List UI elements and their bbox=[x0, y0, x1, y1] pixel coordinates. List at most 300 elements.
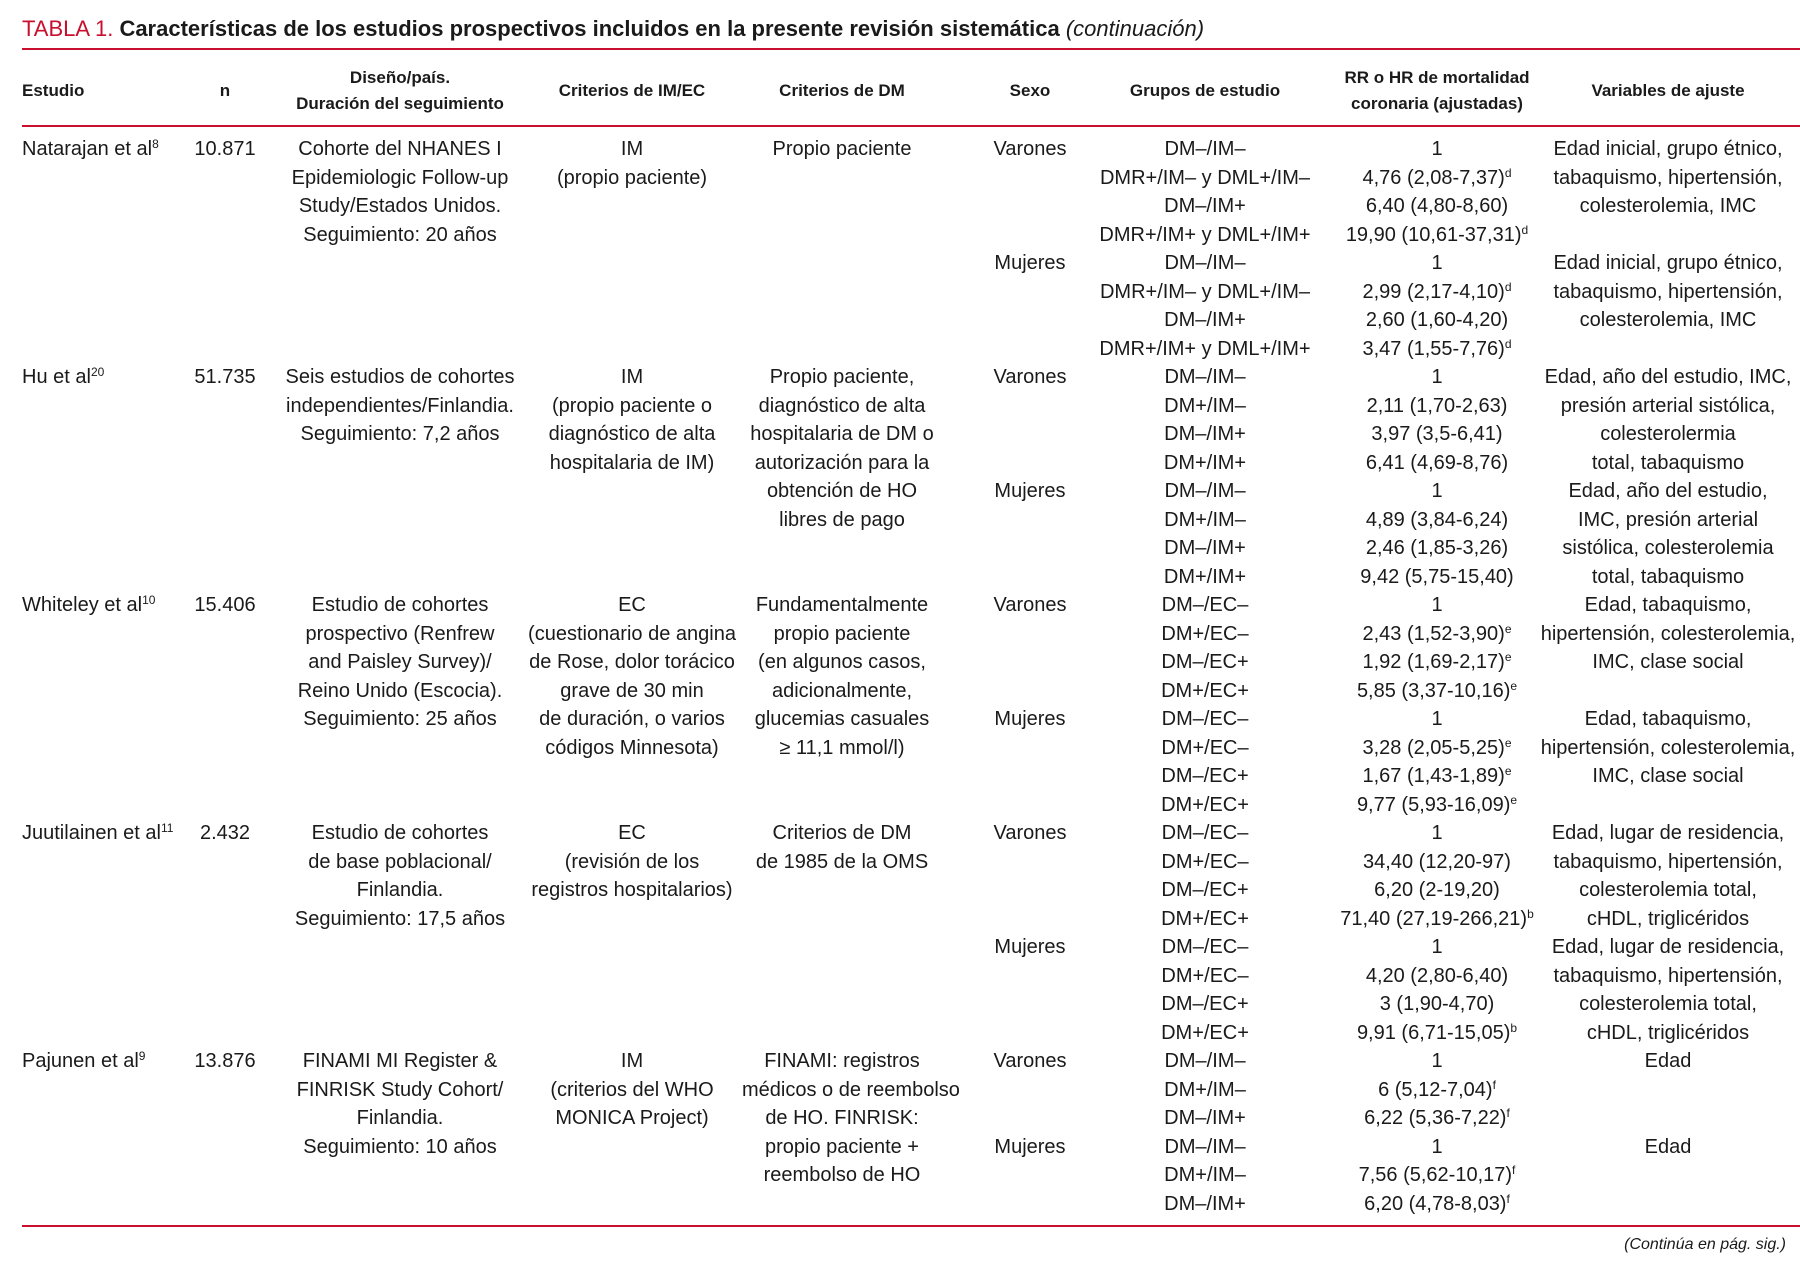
study-group: DM–/IM+ bbox=[1164, 1192, 1246, 1215]
criteria-im-cell-line: MONICA Project) bbox=[555, 1107, 709, 1129]
footnote-mark: d bbox=[1504, 336, 1512, 351]
criteria-dm-cell-line: FINAMI: registros bbox=[764, 1050, 920, 1072]
study-name bbox=[22, 819, 172, 848]
study-group: DM–/EC– bbox=[1161, 822, 1249, 844]
study-group: DM+/IM+ bbox=[1163, 565, 1247, 588]
footnote-mark: d bbox=[1504, 165, 1512, 180]
adjustment-variable: cHDL, triglicéridos bbox=[1586, 1021, 1750, 1044]
variables-cell bbox=[1540, 363, 1796, 477]
footnote-mark: e bbox=[1504, 735, 1512, 750]
rr-value: 1 bbox=[1431, 822, 1443, 844]
groups-cell bbox=[1080, 477, 1330, 591]
design-cell-line: Finlandia. bbox=[356, 1107, 444, 1129]
table-row bbox=[0, 819, 1800, 1047]
study-author: Pajunen et al bbox=[22, 1050, 139, 1072]
reference-number: 20 bbox=[90, 365, 105, 379]
study-group: DM–/IM+ bbox=[1164, 1107, 1246, 1129]
criteria-dm-cell-line: autorización para la bbox=[754, 451, 930, 474]
adjustment-variable: Edad, año del estudio, bbox=[1568, 480, 1768, 502]
adjustment-variable: IMC, clase social bbox=[1592, 765, 1744, 787]
rr-value: 6,20 (4,78-8,03) bbox=[1364, 1192, 1507, 1215]
study-author: Juutilainen et al bbox=[22, 822, 161, 844]
adjustment-variable: cHDL, triglicéridos bbox=[1586, 907, 1750, 930]
study-group: DM+/EC+ bbox=[1161, 679, 1249, 702]
rr-value: 2,99 (2,17-4,10) bbox=[1362, 280, 1505, 303]
rr-cell bbox=[1312, 705, 1562, 819]
rr-value: 9,77 (5,93-16,09) bbox=[1356, 793, 1511, 816]
study-group: DM+/IM– bbox=[1164, 1078, 1246, 1101]
rr-value-line bbox=[1312, 449, 1562, 478]
criteria-im-cell-line: EC bbox=[618, 822, 646, 844]
rr-value: 6 (5,12-7,04) bbox=[1378, 1078, 1493, 1101]
rr-value: 1 bbox=[1431, 252, 1443, 274]
rr-value: 1,67 (1,43-1,89) bbox=[1362, 765, 1505, 787]
groups-cell bbox=[1080, 1133, 1330, 1219]
sex-value: Mujeres bbox=[994, 936, 1066, 958]
study-group: DM+/EC– bbox=[1161, 736, 1249, 759]
criteria-im-cell-line: (propio paciente o bbox=[551, 394, 713, 417]
study-name-line bbox=[22, 363, 172, 392]
criteria-dm-cell-line: adicionalmente, bbox=[771, 679, 913, 702]
study-name-line bbox=[22, 135, 172, 164]
rr-value-line bbox=[1312, 677, 1562, 706]
sex-cell bbox=[980, 1047, 1080, 1076]
adjustment-variable: Edad, lugar de residencia, bbox=[1551, 822, 1785, 844]
adjustment-variable: Edad bbox=[1644, 1135, 1692, 1158]
design-cell-line: prospectivo (Renfrew bbox=[305, 622, 495, 645]
rr-value-line bbox=[1312, 962, 1562, 991]
rr-value-line bbox=[1312, 791, 1562, 820]
criteria-dm-cell bbox=[742, 591, 942, 762]
rr-value: 2,46 (1,85-3,26) bbox=[1365, 537, 1509, 559]
groups-cell bbox=[1080, 591, 1330, 705]
adjustment-variable: colesterolemia, IMC bbox=[1579, 195, 1757, 217]
design-cell bbox=[280, 1047, 520, 1161]
sample-size bbox=[175, 1047, 275, 1076]
sample-size bbox=[175, 363, 275, 392]
study-group: DM–/EC– bbox=[1161, 708, 1249, 730]
design-cell-line: Seguimiento: 10 años bbox=[303, 1135, 497, 1158]
design-cell-line: Cohorte del NHANES I bbox=[298, 138, 502, 160]
variables-cell bbox=[1540, 249, 1796, 335]
sex-value: Mujeres bbox=[994, 252, 1066, 274]
continuation-note: (Continúa en pág. sig.) bbox=[1624, 1236, 1786, 1253]
criteria-im-cell bbox=[522, 1047, 742, 1133]
design-cell-line: Seguimiento: 20 años bbox=[303, 223, 497, 246]
rr-value-line bbox=[1312, 1019, 1562, 1048]
criteria-im-cell bbox=[522, 135, 742, 192]
rr-value-line bbox=[1312, 705, 1562, 734]
criteria-dm-cell-line: obtención de HO bbox=[766, 480, 918, 502]
rr-value-line bbox=[1312, 876, 1562, 905]
rr-value: 1 bbox=[1431, 708, 1443, 730]
rr-value: 1 bbox=[1431, 594, 1443, 616]
reference-number: 8 bbox=[152, 137, 159, 151]
study-group: DM+/EC+ bbox=[1161, 793, 1249, 816]
sample-size-value: 15.406 bbox=[194, 594, 256, 616]
rr-value: 1 bbox=[1431, 480, 1443, 502]
criteria-im-cell-line: (cuestionario de angina bbox=[528, 622, 736, 645]
design-cell-line: Reino Unido (Escocia). bbox=[297, 679, 503, 702]
header-rr-line: RR o HR de mortalidad bbox=[1344, 68, 1530, 87]
rr-value-line bbox=[1312, 563, 1562, 592]
rr-value: 4,20 (2,80-6,40) bbox=[1365, 964, 1509, 987]
design-cell-line: FINAMI MI Register & bbox=[302, 1050, 498, 1072]
footnote-mark: f bbox=[1492, 1077, 1496, 1092]
sex-value: Varones bbox=[993, 1050, 1067, 1072]
criteria-im-cell-line: EC bbox=[618, 594, 646, 616]
rr-cell bbox=[1312, 933, 1562, 1047]
criteria-dm-cell-line: de HO. FINRISK: bbox=[765, 1107, 919, 1129]
design-cell bbox=[280, 591, 520, 734]
criteria-dm-cell-line: propio paciente bbox=[773, 622, 911, 645]
variables-cell bbox=[1540, 135, 1796, 221]
header-diseno-line: Diseño/país. bbox=[349, 68, 451, 87]
header-sexo: Sexo bbox=[1009, 81, 1051, 100]
adjustment-variable: Edad inicial, grupo étnico, bbox=[1553, 138, 1783, 160]
adjustment-variable: tabaquismo, hipertensión, bbox=[1553, 964, 1783, 987]
study-group: DM–/IM+ bbox=[1164, 537, 1246, 559]
design-cell-line: Seguimiento: 17,5 años bbox=[294, 907, 506, 930]
rr-cell bbox=[1312, 1133, 1562, 1219]
variables-cell bbox=[1540, 591, 1796, 677]
rr-value-line bbox=[1312, 1190, 1562, 1219]
rr-value: 6,41 (4,69-8,76) bbox=[1365, 451, 1509, 474]
footnote-mark: e bbox=[1504, 621, 1512, 636]
rr-value: 1 bbox=[1431, 1050, 1443, 1072]
rr-value: 5,85 (3,37-10,16) bbox=[1356, 679, 1511, 702]
criteria-dm-cell-line: Propio paciente bbox=[772, 138, 912, 160]
rr-cell bbox=[1312, 363, 1562, 477]
study-name-line bbox=[22, 591, 172, 620]
adjustment-variable: total, tabaquismo bbox=[1591, 451, 1745, 474]
sample-size-value: 13.876 bbox=[194, 1050, 256, 1072]
rr-value-line bbox=[1312, 905, 1562, 934]
footnote-mark: f bbox=[1506, 1191, 1510, 1206]
footnote-mark: e bbox=[1504, 650, 1512, 664]
study-author: Whiteley et al bbox=[22, 594, 143, 616]
study-group: DMR+/IM+ y DML+/IM+ bbox=[1099, 337, 1311, 360]
study-name bbox=[22, 591, 172, 620]
adjustment-variable: total, tabaquismo bbox=[1591, 565, 1745, 588]
criteria-im-cell-line: IM bbox=[620, 138, 644, 160]
criteria-im-cell bbox=[522, 591, 742, 762]
criteria-im-cell-line: de duración, o varios bbox=[539, 708, 725, 730]
table-title bbox=[22, 14, 1782, 44]
rr-cell bbox=[1312, 819, 1562, 933]
criteria-dm-cell-line: hospitalaria de DM o bbox=[750, 423, 934, 445]
criteria-im-cell-line: IM bbox=[620, 366, 644, 388]
table-row bbox=[0, 1047, 1800, 1218]
design-cell-line: Estudio de cohortes bbox=[311, 594, 489, 616]
rr-value-line bbox=[1312, 534, 1562, 563]
header-criterios-dm: Criterios de DM bbox=[779, 81, 905, 100]
adjustment-variable: Edad, tabaquismo, bbox=[1584, 708, 1752, 730]
rr-value-line bbox=[1312, 477, 1562, 506]
study-group: DMR+/IM– y DML+/IM– bbox=[1099, 280, 1311, 303]
table-row bbox=[0, 591, 1800, 819]
header-rule bbox=[22, 125, 1800, 127]
sex-value: Varones bbox=[993, 822, 1067, 844]
rr-value-line bbox=[1312, 1104, 1562, 1133]
footnote-mark: e bbox=[1504, 764, 1512, 778]
header-diseno-line: Duración del seguimiento bbox=[296, 94, 504, 113]
rr-value-line bbox=[1312, 363, 1562, 392]
study-author: Hu et al bbox=[22, 366, 91, 388]
footnote-mark: e bbox=[1510, 792, 1518, 807]
rr-value-line bbox=[1312, 990, 1562, 1019]
sex-cell bbox=[980, 477, 1080, 506]
rr-value-line bbox=[1312, 506, 1562, 535]
criteria-im-cell-line: códigos Minnesota) bbox=[545, 736, 719, 759]
groups-cell bbox=[1080, 249, 1330, 363]
criteria-dm-cell bbox=[742, 819, 942, 876]
variables-cell bbox=[1540, 933, 1796, 1047]
sex-cell bbox=[980, 705, 1080, 734]
table-row bbox=[0, 363, 1800, 591]
study-author: Natarajan et al bbox=[22, 138, 153, 160]
rr-value: 6,22 (5,36-7,22) bbox=[1364, 1107, 1507, 1129]
criteria-im-cell-line: (criterios del WHO bbox=[550, 1078, 714, 1101]
rr-value: 19,90 (10,61-37,31) bbox=[1345, 223, 1522, 246]
reference-number: 9 bbox=[138, 1049, 146, 1063]
adjustment-variable: tabaquismo, hipertensión, bbox=[1553, 166, 1783, 189]
criteria-dm-cell-line: Propio paciente, bbox=[769, 366, 915, 388]
design-cell bbox=[280, 363, 520, 449]
adjustment-variable: Edad, lugar de residencia, bbox=[1551, 936, 1785, 958]
study-group: DM+/IM– bbox=[1164, 394, 1246, 417]
rr-value: 4,89 (3,84-6,24) bbox=[1365, 508, 1509, 531]
sex-value: Varones bbox=[993, 138, 1067, 160]
rr-cell bbox=[1312, 135, 1562, 249]
header-rr-line: coronaria (ajustadas) bbox=[1351, 94, 1523, 113]
sex-value: Mujeres bbox=[994, 708, 1066, 730]
rr-value-line bbox=[1312, 249, 1562, 278]
design-cell-line: Seguimiento: 25 años bbox=[303, 708, 497, 730]
study-group: DM+/IM– bbox=[1164, 508, 1246, 531]
study-group: DM–/IM– bbox=[1164, 252, 1246, 274]
adjustment-variable: colesterolemia total, bbox=[1579, 879, 1757, 901]
adjustment-variable: colesterolermia bbox=[1600, 423, 1736, 445]
header-diseno bbox=[280, 64, 520, 118]
study-group: DM+/EC+ bbox=[1161, 907, 1249, 930]
rr-value-line bbox=[1312, 1161, 1562, 1190]
criteria-dm-cell-line: médicos o de reembolso bbox=[742, 1078, 960, 1101]
rr-value-line bbox=[1312, 192, 1562, 221]
sex-cell bbox=[980, 135, 1080, 164]
criteria-dm-cell-line: ≥ 11,1 mmol/l) bbox=[779, 736, 905, 759]
criteria-im-cell-line: de Rose, dolor torácico bbox=[529, 651, 735, 673]
study-group: DM+/IM– bbox=[1164, 1164, 1246, 1186]
rr-value-line bbox=[1312, 591, 1562, 620]
rr-value-line bbox=[1312, 306, 1562, 335]
criteria-im-cell bbox=[522, 819, 742, 905]
rr-value: 1 bbox=[1431, 1135, 1443, 1158]
design-cell bbox=[280, 135, 520, 249]
sex-cell bbox=[980, 819, 1080, 848]
rr-value-line bbox=[1312, 848, 1562, 877]
study-group: DM+/EC– bbox=[1161, 964, 1249, 987]
sex-value: Varones bbox=[993, 366, 1067, 388]
table-body bbox=[0, 135, 1800, 1218]
rr-value: 1 bbox=[1431, 936, 1443, 958]
study-group: DM+/EC+ bbox=[1161, 1021, 1249, 1044]
design-cell bbox=[280, 819, 520, 933]
study-group: DM–/IM– bbox=[1164, 138, 1246, 160]
rr-value-line bbox=[1312, 1076, 1562, 1105]
rr-value-line bbox=[1312, 221, 1562, 250]
design-cell-line: Study/Estados Unidos. bbox=[298, 195, 502, 217]
study-name-line bbox=[22, 1047, 172, 1076]
study-group: DM–/EC+ bbox=[1161, 651, 1249, 673]
bottom-rule bbox=[22, 1225, 1800, 1227]
study-group: DM+/EC– bbox=[1161, 850, 1249, 873]
rr-value: 9,42 (5,75-15,40) bbox=[1360, 565, 1514, 588]
adjustment-variable: Edad, año del estudio, IMC, bbox=[1544, 366, 1792, 388]
variables-cell bbox=[1540, 819, 1796, 933]
sex-value: Mujeres bbox=[994, 1135, 1066, 1158]
groups-cell bbox=[1080, 933, 1330, 1047]
criteria-dm-cell-line: diagnóstico de alta bbox=[758, 394, 926, 417]
adjustment-variable: hipertensión, colesterolemia, bbox=[1540, 736, 1796, 759]
criteria-im-cell-line: (revisión de los bbox=[564, 850, 700, 873]
header-variables: Variables de ajuste bbox=[1591, 81, 1745, 100]
rr-value: 3,28 (2,05-5,25) bbox=[1362, 736, 1505, 759]
criteria-im-cell-line: IM bbox=[620, 1050, 644, 1072]
adjustment-variable: Edad bbox=[1644, 1050, 1692, 1072]
criteria-dm-cell-line: Criterios de DM bbox=[772, 822, 912, 844]
footnote-mark: f bbox=[1512, 1163, 1516, 1177]
rr-value: 6,20 (2-19,20) bbox=[1374, 879, 1500, 901]
footnote-mark: b bbox=[1527, 906, 1534, 921]
study-group: DM–/IM+ bbox=[1164, 309, 1246, 331]
rr-value: 4,76 (2,08-7,37) bbox=[1362, 166, 1505, 189]
study-name-line bbox=[22, 819, 172, 848]
study-group: DM+/EC– bbox=[1161, 622, 1249, 645]
criteria-dm-cell bbox=[742, 1047, 960, 1190]
adjustment-variable: Edad inicial, grupo étnico, bbox=[1553, 252, 1783, 274]
rr-value-line bbox=[1312, 819, 1562, 848]
study-group: DM–/EC– bbox=[1161, 594, 1249, 616]
rr-value: 3,97 (3,5-6,41) bbox=[1371, 423, 1503, 445]
footnote-mark: e bbox=[1510, 678, 1518, 693]
footnote-mark: b bbox=[1510, 1020, 1518, 1035]
rr-value-line bbox=[1312, 392, 1562, 421]
table-caption: Características de los estudios prospectivos incluidos en la presente revisión sistemática bbox=[119, 16, 1060, 41]
design-cell-line: and Paisley Survey)/ bbox=[308, 651, 492, 673]
study-group: DM–/EC– bbox=[1161, 936, 1249, 958]
rr-value: 9,91 (6,71-15,05) bbox=[1356, 1021, 1511, 1044]
rr-cell bbox=[1312, 249, 1562, 363]
top-rule bbox=[22, 48, 1800, 50]
sex-cell bbox=[980, 933, 1080, 962]
design-cell-line: Seis estudios de cohortes bbox=[285, 366, 515, 388]
design-cell-line: independientes/Finlandia. bbox=[286, 394, 514, 417]
adjustment-variable: hipertensión, colesterolemia, bbox=[1540, 622, 1796, 645]
sex-cell bbox=[980, 249, 1080, 278]
rr-value-line bbox=[1312, 135, 1562, 164]
criteria-im-cell-line: grave de 30 min bbox=[560, 679, 704, 702]
criteria-dm-cell-line: de 1985 de la OMS bbox=[755, 850, 929, 873]
rr-value: 2,11 (1,70-2,63) bbox=[1366, 394, 1508, 417]
rr-value-line bbox=[1312, 1133, 1562, 1162]
rr-value-line bbox=[1312, 420, 1562, 449]
criteria-dm-cell-line: propio paciente + bbox=[764, 1135, 919, 1158]
rr-value: 34,40 (12,20-97) bbox=[1363, 850, 1511, 873]
study-group: DM–/IM– bbox=[1164, 1050, 1246, 1072]
groups-cell bbox=[1080, 1047, 1330, 1133]
variables-cell bbox=[1540, 1133, 1796, 1162]
reference-number: 11 bbox=[160, 821, 174, 835]
sample-size bbox=[175, 819, 275, 848]
rr-value-line bbox=[1312, 734, 1562, 763]
rr-value-line bbox=[1312, 762, 1562, 791]
criteria-dm-cell-line: libres de pago bbox=[779, 508, 905, 531]
table-row bbox=[0, 135, 1800, 363]
study-name bbox=[22, 1047, 172, 1076]
sample-size bbox=[175, 591, 275, 620]
rr-value-line bbox=[1312, 1047, 1562, 1076]
criteria-im-cell-line: diagnóstico de alta bbox=[548, 423, 716, 445]
rr-value-line bbox=[1312, 164, 1562, 193]
criteria-dm-cell bbox=[742, 363, 942, 534]
rr-value: 3,47 (1,55-7,76) bbox=[1362, 337, 1505, 360]
adjustment-variable: colesterolemia total, bbox=[1579, 993, 1757, 1015]
groups-cell bbox=[1080, 135, 1330, 249]
design-cell-line: de base poblacional/ bbox=[308, 850, 492, 873]
sample-size-value: 10.871 bbox=[194, 138, 256, 160]
sex-cell bbox=[980, 591, 1080, 620]
footnote-mark: d bbox=[1521, 222, 1529, 237]
study-group: DM–/IM+ bbox=[1164, 423, 1246, 445]
study-group: DM–/IM+ bbox=[1164, 195, 1246, 217]
rr-value-line bbox=[1312, 620, 1562, 649]
variables-cell bbox=[1540, 705, 1796, 791]
header-estudio: Estudio bbox=[22, 81, 85, 100]
rr-value: 1 bbox=[1431, 366, 1443, 388]
study-group: DMR+/IM+ y DML+/IM+ bbox=[1099, 223, 1311, 246]
adjustment-variable: colesterolemia, IMC bbox=[1579, 309, 1757, 331]
criteria-dm-cell-line: reembolso de HO bbox=[763, 1164, 921, 1186]
design-cell-line: Seguimiento: 7,2 años bbox=[300, 423, 500, 445]
study-group: DMR+/IM– y DML+/IM– bbox=[1099, 166, 1311, 189]
study-name bbox=[22, 363, 172, 392]
rr-value-line bbox=[1312, 278, 1562, 307]
footnote-mark: f bbox=[1506, 1106, 1510, 1120]
rr-value: 1 bbox=[1431, 138, 1443, 160]
criteria-im-cell-line: (propio paciente) bbox=[556, 166, 708, 189]
study-group: DM–/IM– bbox=[1164, 480, 1246, 502]
adjustment-variable: presión arterial sistólica, bbox=[1560, 394, 1776, 417]
criteria-dm-cell-line: glucemias casuales bbox=[754, 708, 930, 730]
header-criterios-im: Criterios de IM/EC bbox=[558, 81, 706, 100]
header-n: n bbox=[219, 81, 231, 100]
criteria-dm-cell-line: Fundamentalmente bbox=[755, 594, 929, 616]
study-group: DM–/EC+ bbox=[1161, 765, 1249, 787]
variables-cell bbox=[1540, 477, 1796, 591]
design-cell-line: Finlandia. bbox=[356, 879, 444, 901]
adjustment-variable: IMC, presión arterial bbox=[1577, 508, 1759, 531]
header-grupos: Grupos de estudio bbox=[1129, 81, 1281, 100]
sample-size bbox=[175, 135, 275, 164]
sex-value: Mujeres bbox=[994, 480, 1066, 502]
criteria-im-cell-line: registros hospitalarios) bbox=[531, 879, 733, 901]
rr-value: 71,40 (27,19-266,21) bbox=[1340, 907, 1528, 930]
header-rr bbox=[1312, 64, 1562, 118]
study-group: DM–/IM– bbox=[1164, 366, 1246, 388]
rr-value: 3 (1,90-4,70) bbox=[1379, 993, 1495, 1015]
criteria-im-cell-line: hospitalaria de IM) bbox=[549, 451, 715, 474]
